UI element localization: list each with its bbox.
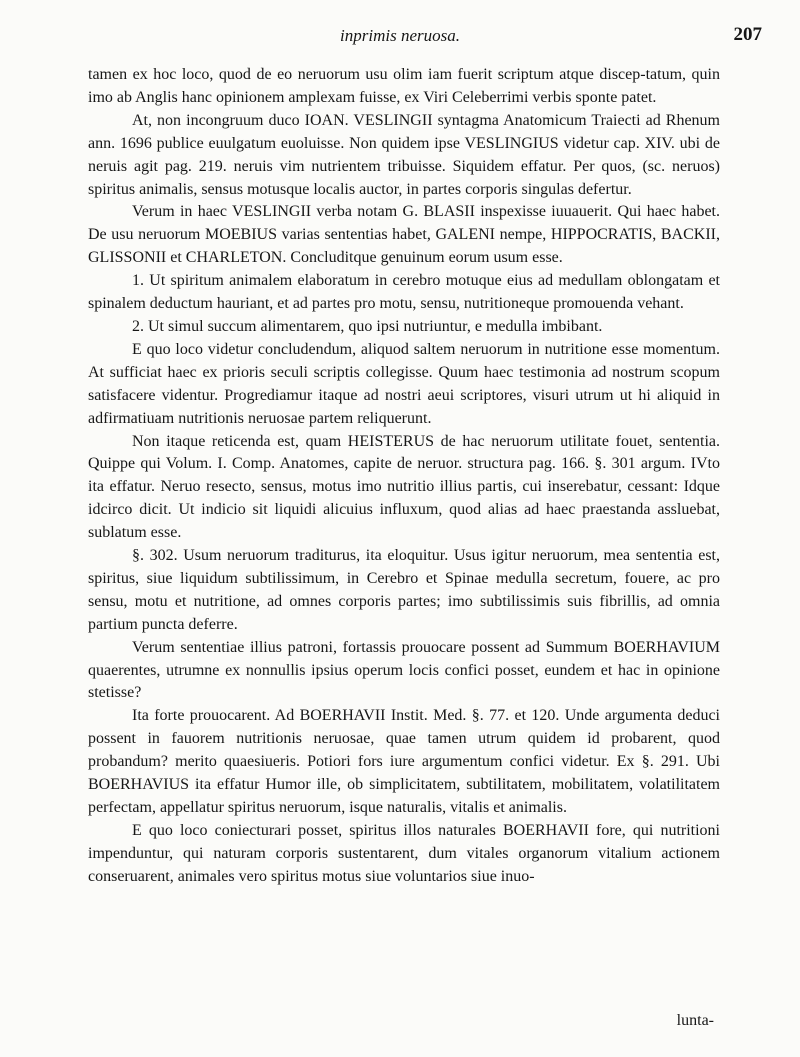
paragraph: §. 302. Usum neruorum traditurus, ita eloquitur. Usus igitur neruorum, mea sententia est, spiritus, siue liquidum subtilissimum, in Cerebro et Spinae medulla secretum, fouere, ac pro sensu, motu et nutritione, ad omnes corporis partes; imo subtilissimis suis fibrillis, ad omnia partium puncta deferre. — [88, 547, 720, 633]
paragraph: E quo loco videtur concludendum, aliquod saltem neruorum in nutritione esse momentum. At sufficiat haec ex prioris seculi scriptis collegisse. Quum haec testimonia ad nostrum scopum satisfacere videntur. Progrediamur itaque ad nostri aeui scriptores, visuri utrum ut hi aliquid in adfirmatiuam nutritionis neruosae partem reliquerunt. — [88, 340, 720, 427]
body-text — [88, 64, 720, 889]
numbered-item: 2. Ut simul succum alimentarem, quo ipsi nutriuntur, e medulla imbibant. — [132, 317, 603, 335]
paragraph: Ita forte prouocarent. Ad BOERHAVII Instit. Med. §. 77. et 120. Unde argumenta deduci possent in fauorem nutritionis neruosae, quae tamen utrum quidem id probarent, quod probandum? merito quaesiueris. Potiori fors iure argumentum confici videtur. Ex §. 291. Ubi BOERHAVIUS ita effatur Humor ille, ob simplicitatem, subtilitatem, mobilitatem, volatilitatem perfectam, appellatur spiritus neruorum, isque naturalis, vitalis et animalis. — [88, 707, 720, 816]
catchword: lunta- — [676, 1012, 714, 1029]
paragraph: Verum sententiae illius patroni, fortassis prouocare possent ad Summum BOERHAVIUM quaerentes, utrumne ex nonnullis ipsius operum locis confici posset, eundem et hac in opinione stetisse? — [88, 638, 720, 702]
numbered-item: 1. Ut spiritum animalem elaboratum in cerebro motuque eius ad medullam oblongatam et spinalem deductum hauriant, et ad partes pro motu, sensu, nutritioneque promouenda vehant. — [88, 272, 720, 313]
running-head: inprimis neruosa. — [340, 26, 460, 45]
paragraph: Non itaque reticenda est, quam HEISTERUS de hac neruorum utilitate fouet, sententia. Quippe qui Volum. I. Comp. Anatomes, capite de neruor. structura pag. 166. §. 301 argum. IVto ita effatur. Neruo resecto, sensus, motus imo nutritio illius partis, cui inserebatur, cessant: Idque idcirco dicit. Ut indicio sit liquidi alicuius influxum, quod alias ad haec praestanda assluebat, sublatum esse. — [88, 432, 720, 542]
page-number: 207 — [733, 24, 762, 45]
paragraph: E quo loco coniecturari posset, spiritus illos naturales BOERHAVII fore, qui nutritioni impenduntur, qui naturam corporis sustentarent, dum vitales organorum vitalium actionem conseruarent, animales vero spiritus motus siue voluntarios siue inuo- — [88, 821, 720, 885]
paragraph: Verum in haec VESLINGII verba notam G. BLASII inspexisse iuuauerit. Qui haec habet. De usu neruorum MOEBIUS varias sententias habet, GALENI nempe, HIPPOCRATIS, BACKII, GLISSONII et CHARLETON. Concluditque genuinum eorum usum esse. — [88, 203, 720, 267]
paragraph: At, non incongruum duco IOAN. VESLINGII syntagma Anatomicum Traiecti ad Rhenum ann. 1696 publice euulgatum euoluisse. Non quidem ipse VESLINGIUS videtur cap. XIV. ubi de neruis agit pag. 219. neruis vim nutrientem tribuisse. Siquidem effatur. Per quos, (sc. neruos) spiritus animalis, sensus motusque localis auctor, in partes corporis singulas defertur. — [88, 111, 720, 198]
paragraph: tamen ex hoc loco, quod de eo neruorum usu olim iam fuerit scriptum atque discep-tatum, quin imo ab Anglis hanc opinionem amplexam fuisse, ex Viri Celeberrimi verbis sponte patet. — [88, 66, 720, 106]
